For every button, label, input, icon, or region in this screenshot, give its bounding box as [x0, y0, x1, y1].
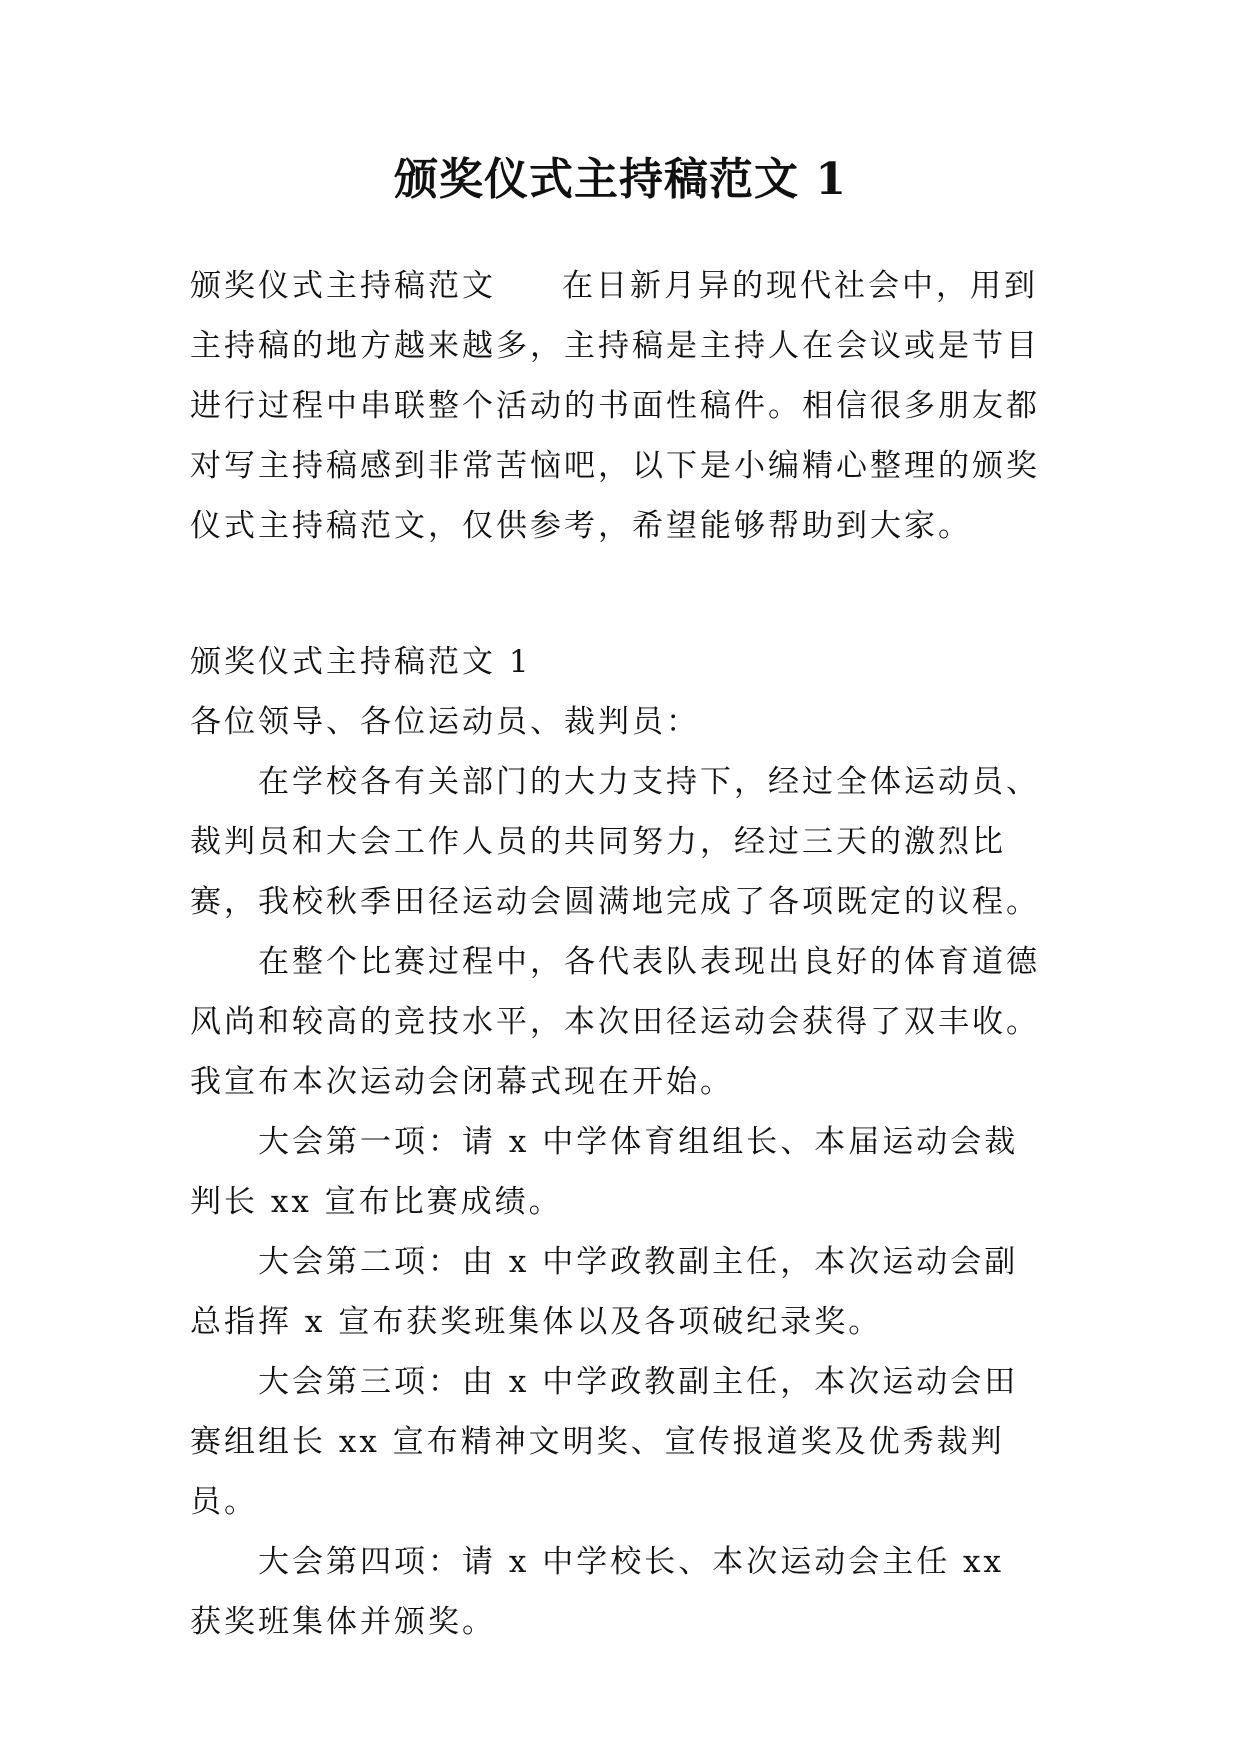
section-heading: 颁奖仪式主持稿范文 1 — [190, 644, 532, 680]
intro-paragraph — [190, 256, 1050, 556]
body-paragraph: 大会第一项：请 x 中学体育组组长、本届运动会裁判长 xx 宣布比赛成绩。 — [190, 1124, 1019, 1220]
intro-label: 颁奖仪式主持稿范文 — [190, 268, 496, 304]
intro-block — [190, 256, 1050, 556]
document-title: 颁奖仪式主持稿范文 1 — [394, 154, 847, 205]
intro-text: 在日新月异的现代社会中，用到主持稿的地方越来越多，主持稿是主持人在会议或是节目进行过程中串联整个活动的书面性稿件。相信很多朋友都对写主持稿感到非常苦恼吧，以下是小编精心整理的颁奖仪式主持稿范文，仅供参考，希望能够帮助到大家。 — [190, 268, 1040, 544]
body-paragraph: 在整个比赛过程中，各代表队表现出良好的体育道德风尚和较高的竞技水平，本次田径运动会获得了双丰收。我宣布本次运动会闭幕式现在开始。 — [190, 944, 1040, 1100]
section-block — [190, 632, 1050, 1652]
body-paragraph: 大会第三项：由 x 中学政教副主任，本次运动会田赛组组长 xx 宣布精神文明奖、宣传报道奖及优秀裁判员。 — [190, 1364, 1019, 1520]
body-paragraph: 在学校各有关部门的大力支持下，经过全体运动员、裁判员和大会工作人员的共同努力，经过三天的激烈比赛，我校秋季田径运动会圆满地完成了各项既定的议程。 — [190, 764, 1040, 920]
body-paragraph: 大会第四项：请 x 中学校长、本次运动会主任 xx 获奖班集体并颁奖。 — [190, 1544, 1005, 1640]
salutation: 各位领导、各位运动员、裁判员： — [190, 704, 700, 740]
body-paragraph: 大会第二项：由 x 中学政教副主任，本次运动会副总指挥 x 宣布获奖班集体以及各项破纪录奖。 — [190, 1244, 1019, 1340]
